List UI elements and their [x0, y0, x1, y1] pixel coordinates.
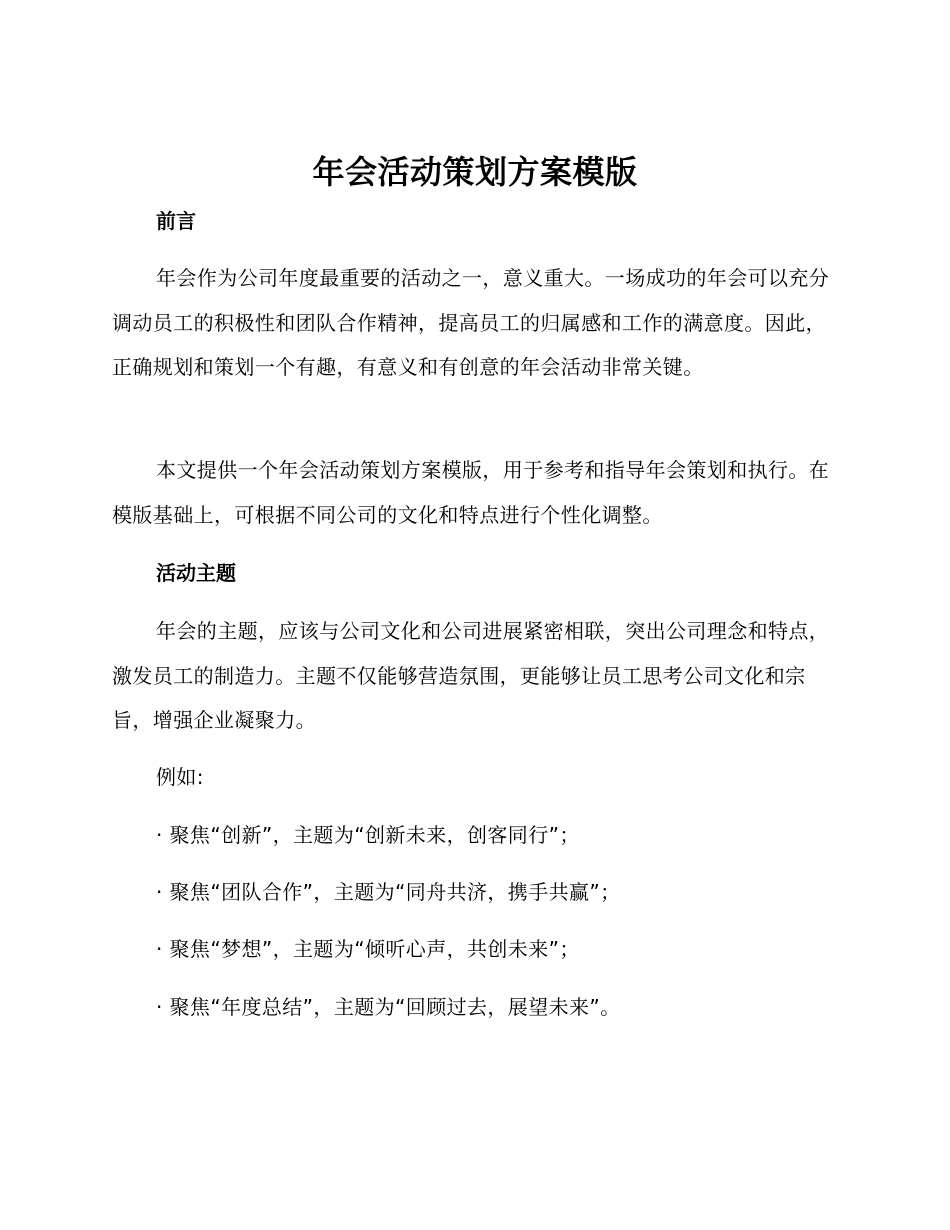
theme-paragraph: 年会的主题，应该与公司文化和公司进展紧密相联，突出公司理念和特点，激发员工的制造力。主题不仅能够营造氛围，更能够让员工思考公司文化和宗旨，增强企业凝聚力。 [112, 619, 830, 732]
list-item: · 聚焦“年度总结”，主题为“回顾过去，展望未来”。 [156, 995, 621, 1019]
example-label: 例如: [156, 765, 204, 789]
list-item: · 聚焦“团队合作”，主题为“同舟共济，携手共赢”； [156, 880, 621, 904]
list-item: · 聚焦“创新”，主题为“创新未来，创客同行”； [156, 823, 580, 847]
preface-paragraph-2: 本文提供一个年会活动策划方案模版，用于参考和指导年会策划和执行。在模版基础上，可根据不同公司的文化和特点进行个性化调整。 [112, 458, 830, 527]
section-heading-preface: 前言 [156, 209, 196, 233]
document-title: 年会活动策划方案模版 [312, 153, 638, 191]
section-heading-theme: 活动主题 [156, 561, 236, 585]
preface-paragraph-1: 年会作为公司年度最重要的活动之一，意义重大。一场成功的年会可以充分调动员工的积极性和团队合作精神，提高员工的归属感和工作的满意度。因此，正确规划和策划一个有趣，有意义和有创意的年会活动非常关键。 [112, 266, 830, 379]
list-item: · 聚焦“梦想”，主题为“倾听心声，共创未来”； [156, 937, 580, 961]
